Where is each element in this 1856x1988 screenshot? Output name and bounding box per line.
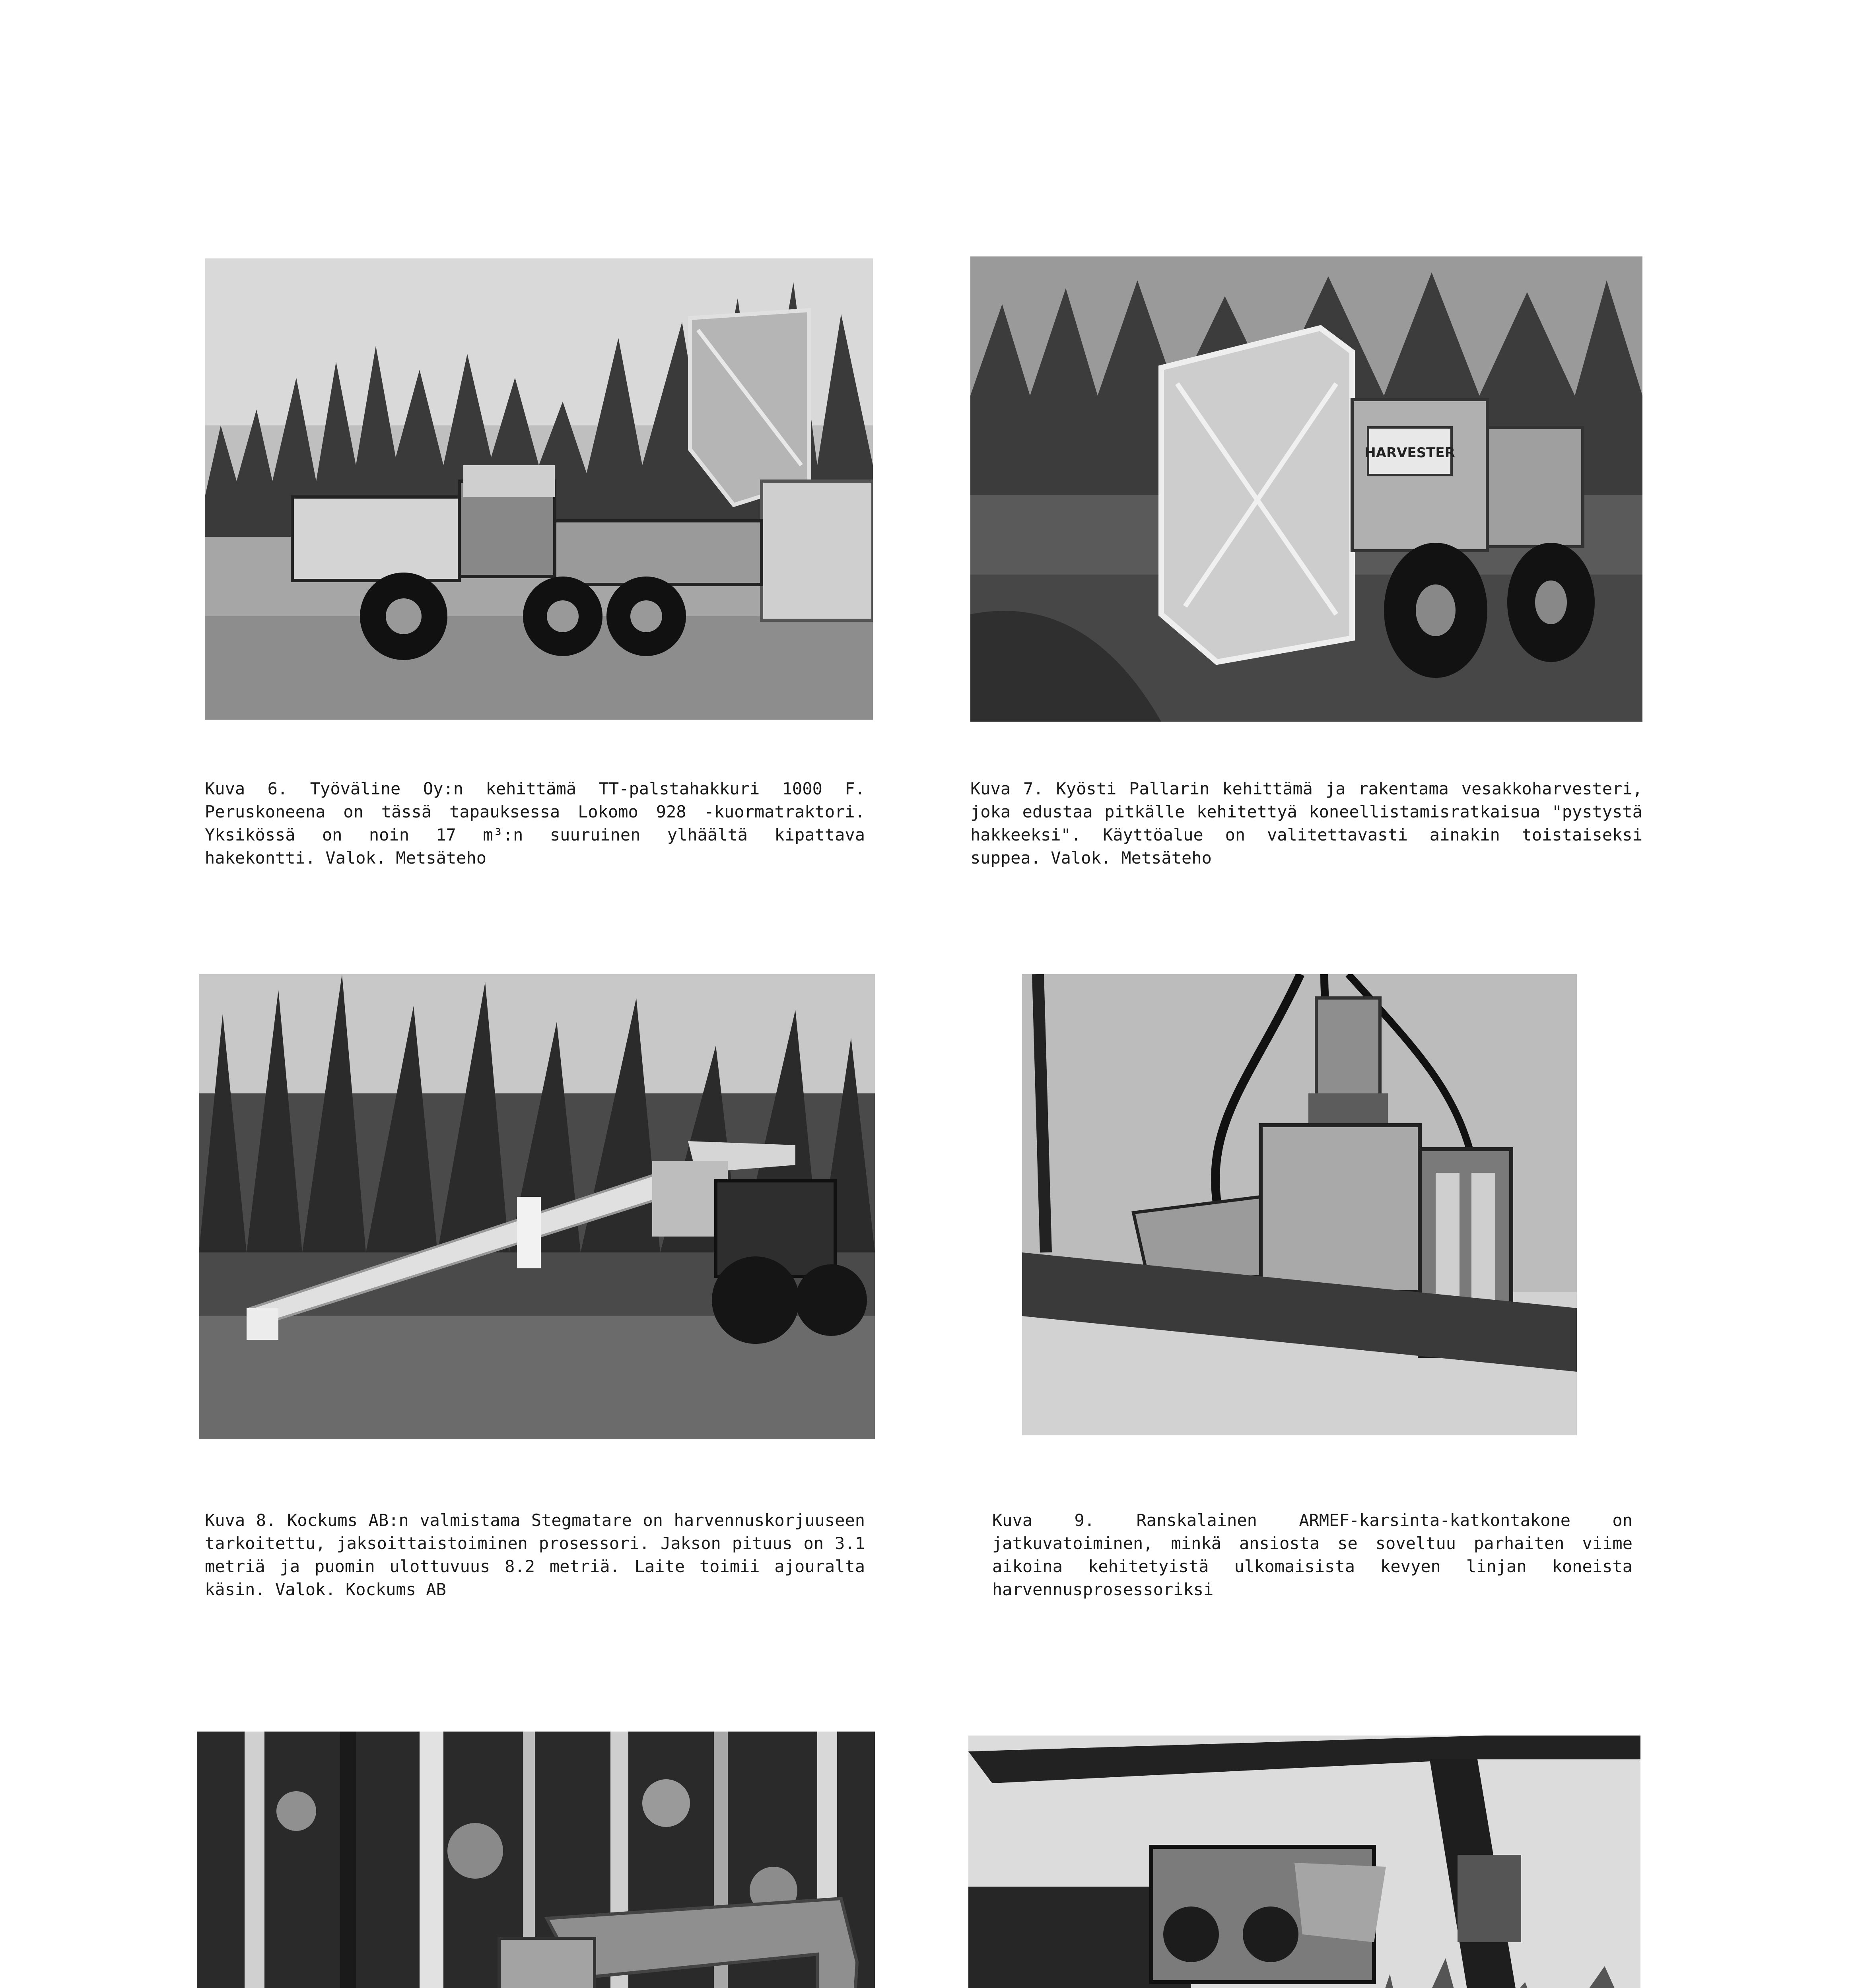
harvester-sign-text: HARVESTER — [1364, 445, 1455, 461]
figure-8-photo — [199, 974, 875, 1439]
figure-7-caption: Kuva 7. Kyösti Pallarin kehittämä ja rakentama vesakkoharvesteri, joka edustaa pitkälle kehitettyä koneellistamisratkaisua "pystystä hakkeeksi". Käyttöalue on valitettavasti ainakin toistaiseksi suppea. Valok. Metsäteho — [970, 779, 1642, 868]
figure-7-photo — [970, 256, 1642, 722]
figure-9-caption: Kuva 9. Ranskalainen ARMEF-karsinta-katkontakone on jatkuvatoiminen, minkä ansiosta se soveltuu parhaiten viime aikoina kehitetyistä ulkomaisista kevyen linjan koneista harvennusprosessoriksi — [992, 1510, 1633, 1599]
figure-11-photo — [968, 1736, 1640, 1988]
figure-6-photo — [205, 258, 873, 720]
figure-8-caption: Kuva 8. Kockums AB:n valmistama Stegmatare on harvennuskorjuuseen tarkoitettu, jaksoittaistoiminen prosessori. Jakson pituus on 3.1 metriä ja puomin ulottuvuus 8.2 metriä. Laite toimii ajouralta käsin. Valok. Kockums AB — [205, 1510, 865, 1599]
figure-10-photo — [197, 1732, 875, 1988]
figure-9-photo — [1022, 974, 1577, 1435]
figure-6-caption: Kuva 6. Työväline Oy:n kehittämä TT-palstahakkuri 1000 F. Peruskoneena on tässä tapauksessa Lokomo 928 -kuormatraktori. Yksikössä on noin 17 m³:n suuruinen ylhäältä kipattava hakekontti. Valok. Metsäteho — [205, 779, 865, 868]
